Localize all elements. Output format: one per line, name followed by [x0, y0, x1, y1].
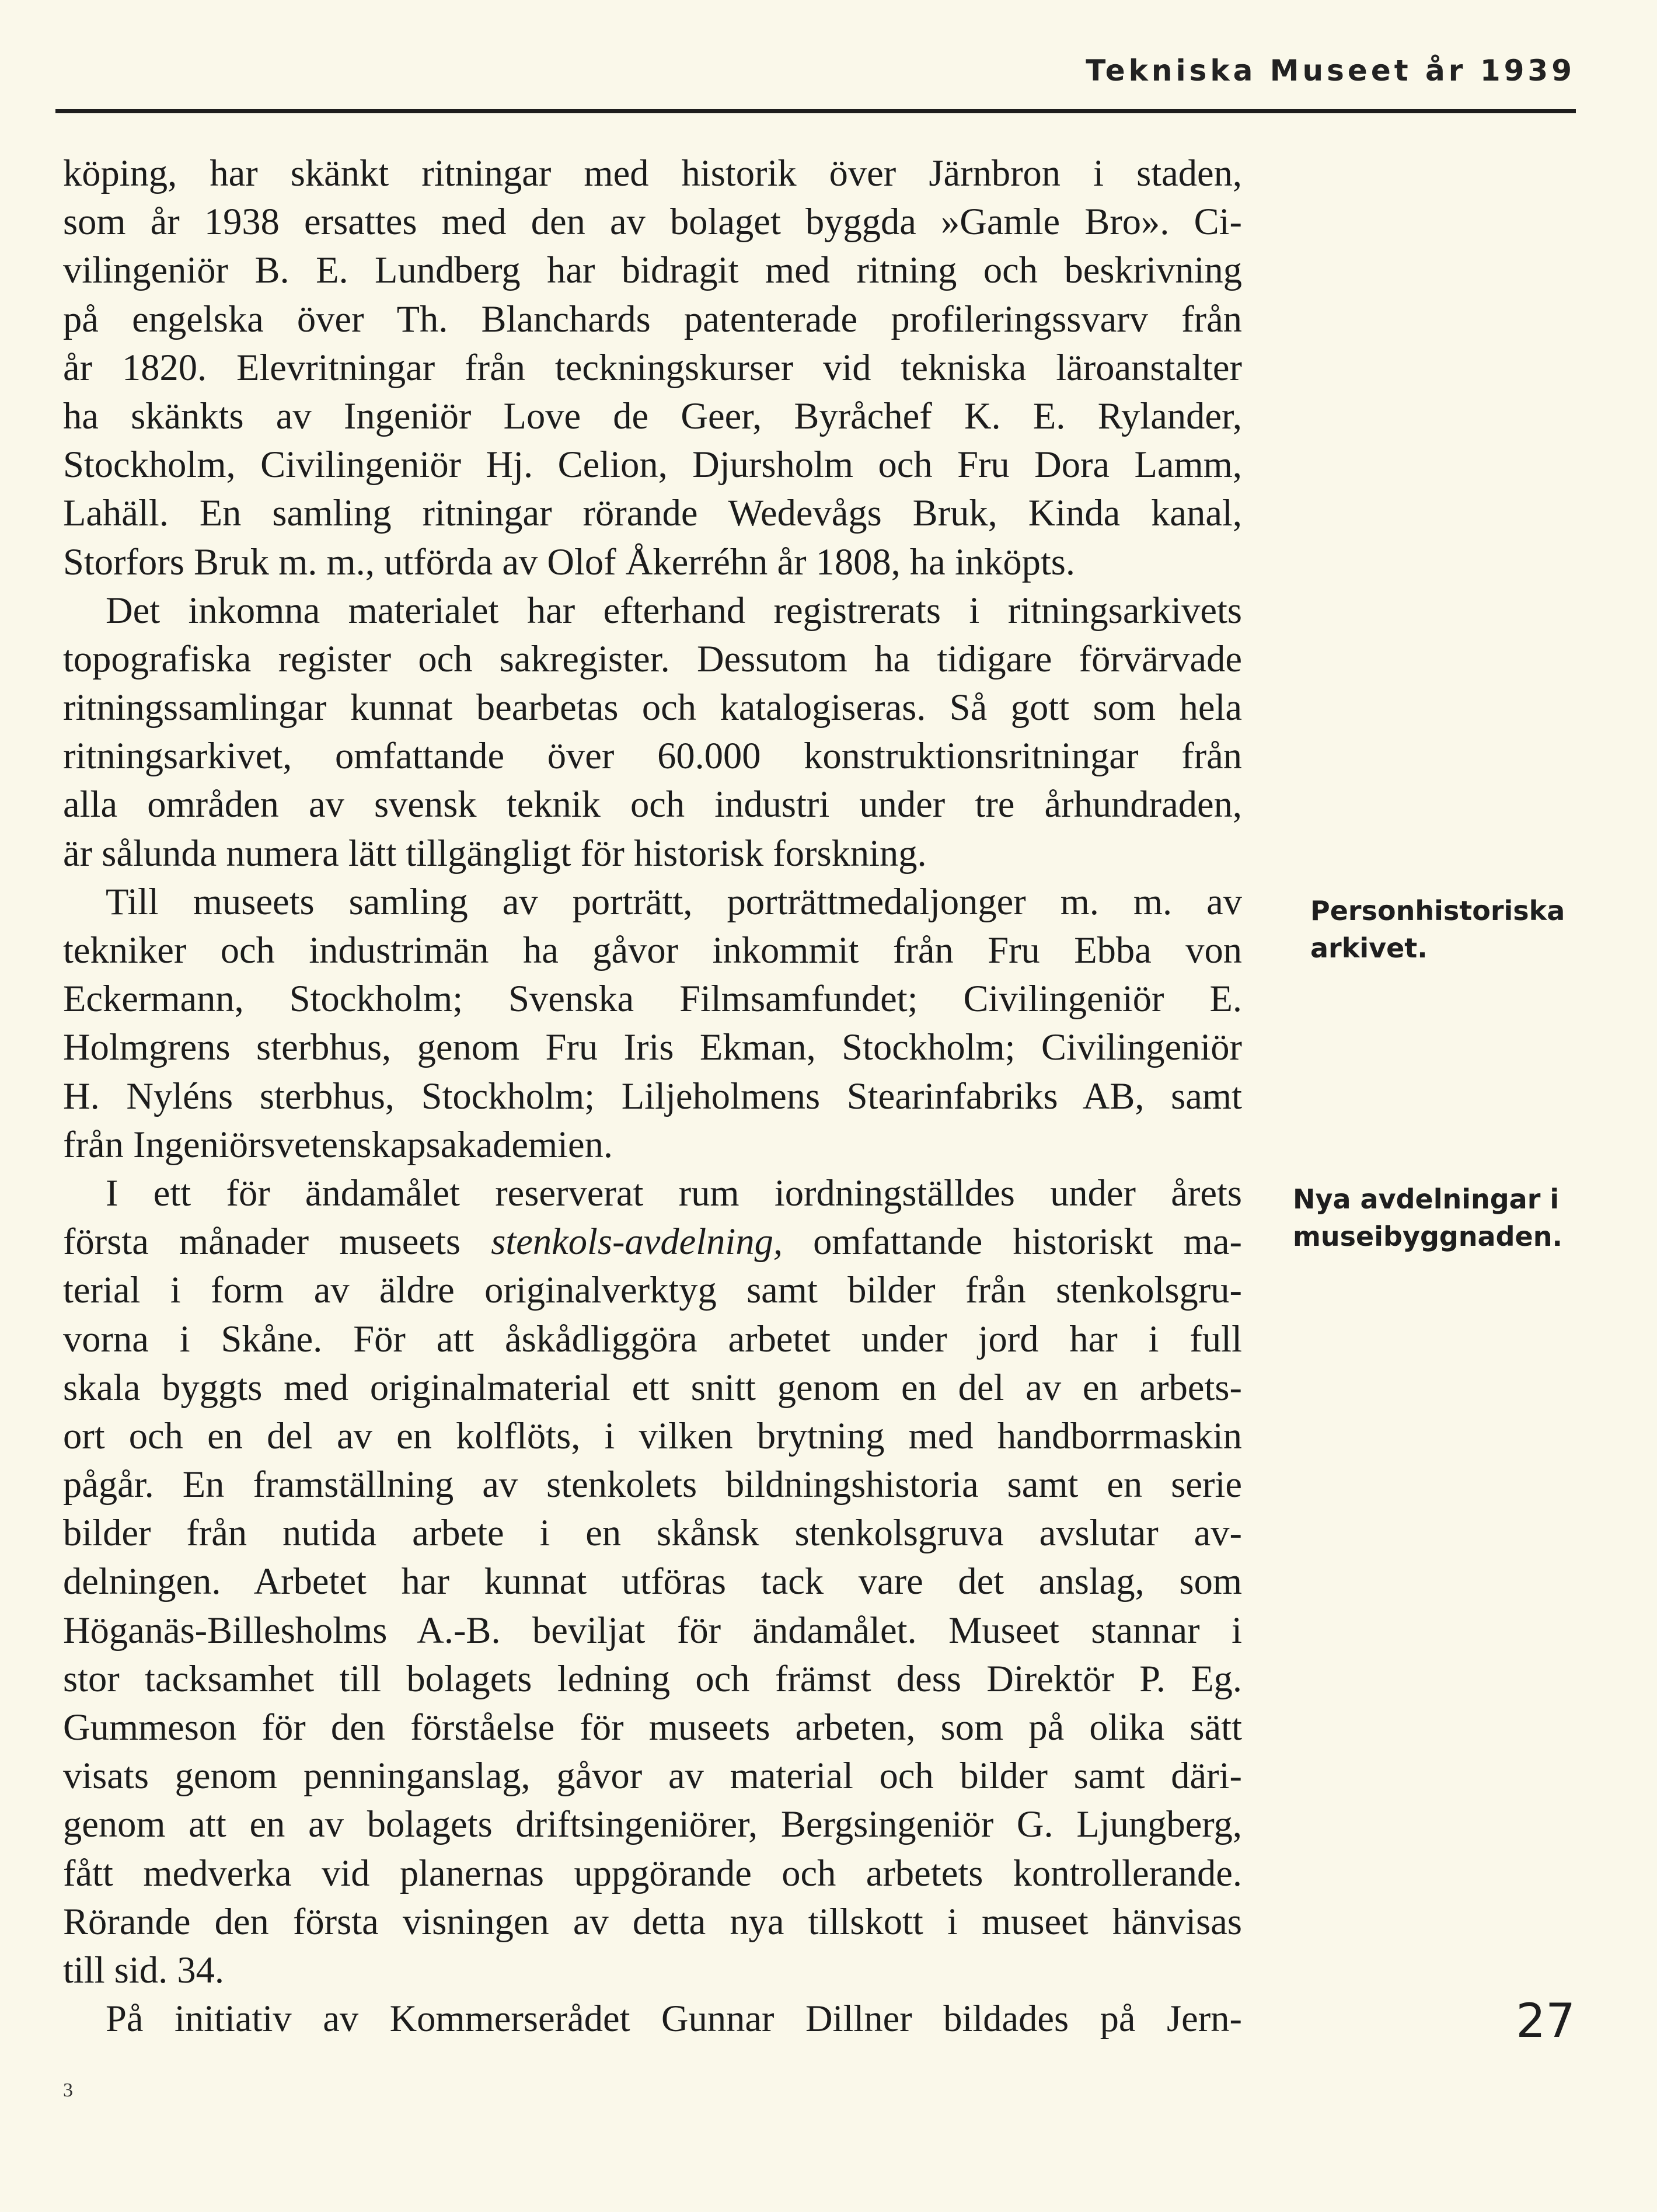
signature-mark: 3 [63, 2079, 73, 2101]
header-rule [55, 109, 1576, 113]
body-line: vorna i Skåne. För att åskådliggöra arbetet under jord har i full [63, 1318, 1242, 1360]
body-line: delningen. Arbetet har kunnat utföras tack vare det anslag, som [63, 1560, 1242, 1603]
body-line: ritningssamlingar kunnat bearbetas och katalogiseras. Så gott som hela [63, 687, 1242, 729]
body-line: fått medverka vid planernas uppgörande och arbetets kontrollerande. [63, 1852, 1242, 1894]
body-line: På initiativ av Kommerserådet Gunnar Dillner bildades på Jern- [106, 1998, 1242, 2040]
body-text [63, 149, 1242, 2043]
body-line: I ett för ändamålet reserverat rum iordningställdes under årets [106, 1172, 1242, 1214]
body-line: skala byggts med originalmaterial ett snitt genom en del av en arbets- [63, 1366, 1242, 1408]
body-line: köping, har skänkt ritningar med historik över Järnbron i staden, [63, 152, 1242, 194]
body-line: Gummeson för den förståelse för museets arbeten, som på olika sätt [63, 1706, 1242, 1748]
body-line: Storfors Bruk m. m., utförda av Olof Åkerréhn år 1808, ha inköpts. [63, 541, 1076, 583]
body-line: ort och en del av en kolflöts, i vilken brytning med handborrmaskin [63, 1415, 1242, 1457]
body-line: till sid. 34. [63, 1949, 224, 1991]
body-line: Rörande den första visningen av detta nya tillskott i museet hänvisas [63, 1900, 1242, 1942]
running-header: Tekniska Museet år 1939 [1086, 54, 1575, 88]
body-line: vilingeniör B. E. Lundberg har bidragit med ritning och beskrivning [63, 249, 1242, 291]
body-line: visats genom penninganslag, gåvor av material och bilder samt däri- [63, 1755, 1242, 1797]
body-line: terial i form av äldre originalverktyg samt bilder från stenkolsgru- [63, 1269, 1242, 1311]
body-line: Till museets samling av porträtt, porträttmedaljonger m. m. av [106, 880, 1242, 922]
body-line: H. Nyléns sterbhus, Stockholm; Liljeholmens Stearinfabriks AB, samt [63, 1075, 1242, 1117]
body-line: Lahäll. En samling ritningar rörande Wedevågs Bruk, Kinda kanal, [63, 492, 1242, 534]
body-line: som år 1938 ersattes med den av bolaget byggda »Gamle Bro». Ci- [63, 201, 1242, 243]
body-line: alla områden av svensk teknik och industri under tre århundraden, [63, 783, 1242, 825]
body-line: är sålunda numera lätt tillgängligt för historisk forskning. [63, 832, 927, 874]
body-line: Eckermann, Stockholm; Svenska Filmsamfundet; Civilingeniör E. [63, 978, 1242, 1020]
body-line: ha skänkts av Ingeniör Love de Geer, Byråchef K. E. Rylander, [63, 395, 1242, 437]
marginal-note-nya-avdelningar: Nya avdelningar i museibyggnaden. [1293, 1183, 1562, 1252]
body-line: topografiska register och sakregister. Dessutom ha tidigare förvärvade [63, 638, 1242, 680]
body-line: från Ingeniörsvetenskapsakademien. [63, 1123, 613, 1165]
body-line: år 1820. Elevritningar från teckningskurser vid tekniska läroanstalter [63, 346, 1242, 388]
body-line: Det inkomna materialet har efterhand registrerats i ritningsarkivets [106, 589, 1242, 631]
page-number: 27 [1516, 1994, 1575, 2048]
body-line: tekniker och industrimän ha gåvor inkommit från Fru Ebba von [63, 929, 1242, 971]
body-line: pågår. En framställning av stenkolets bildningshistoria samt en serie [63, 1464, 1242, 1506]
body-line: genom att en av bolagets driftsingeniörer, Bergsingeniör G. Ljungberg, [63, 1803, 1242, 1845]
body-line: första månader museets stenkols-avdelning, omfattande historiskt ma- [63, 1221, 1242, 1263]
body-line: stor tacksamhet till bolagets ledning och främst dess Direktör P. Eg. [63, 1657, 1242, 1699]
body-line: bilder från nutida arbete i en skånsk stenkolsgruva avslutar av- [63, 1512, 1242, 1554]
body-line: Holmgrens sterbhus, genom Fru Iris Ekman, Stockholm; Civilingeniör [63, 1026, 1242, 1068]
marginal-note-personhistoriska: Personhistoriska arkivet. [1310, 895, 1565, 964]
body-line: ritningsarkivet, omfattande över 60.000 konstruktionsritningar från [63, 735, 1242, 777]
italic-term: stenkols-avdelning, [491, 1221, 783, 1263]
body-line: Höganäs-Billesholms A.-B. beviljat för ändamålet. Museet stannar i [63, 1609, 1242, 1651]
body-line: på engelska över Th. Blanchards patenterade profileringssvarv från [63, 298, 1242, 340]
body-line: Stockholm, Civilingeniör Hj. Celion, Djursholm och Fru Dora Lamm, [63, 444, 1242, 486]
